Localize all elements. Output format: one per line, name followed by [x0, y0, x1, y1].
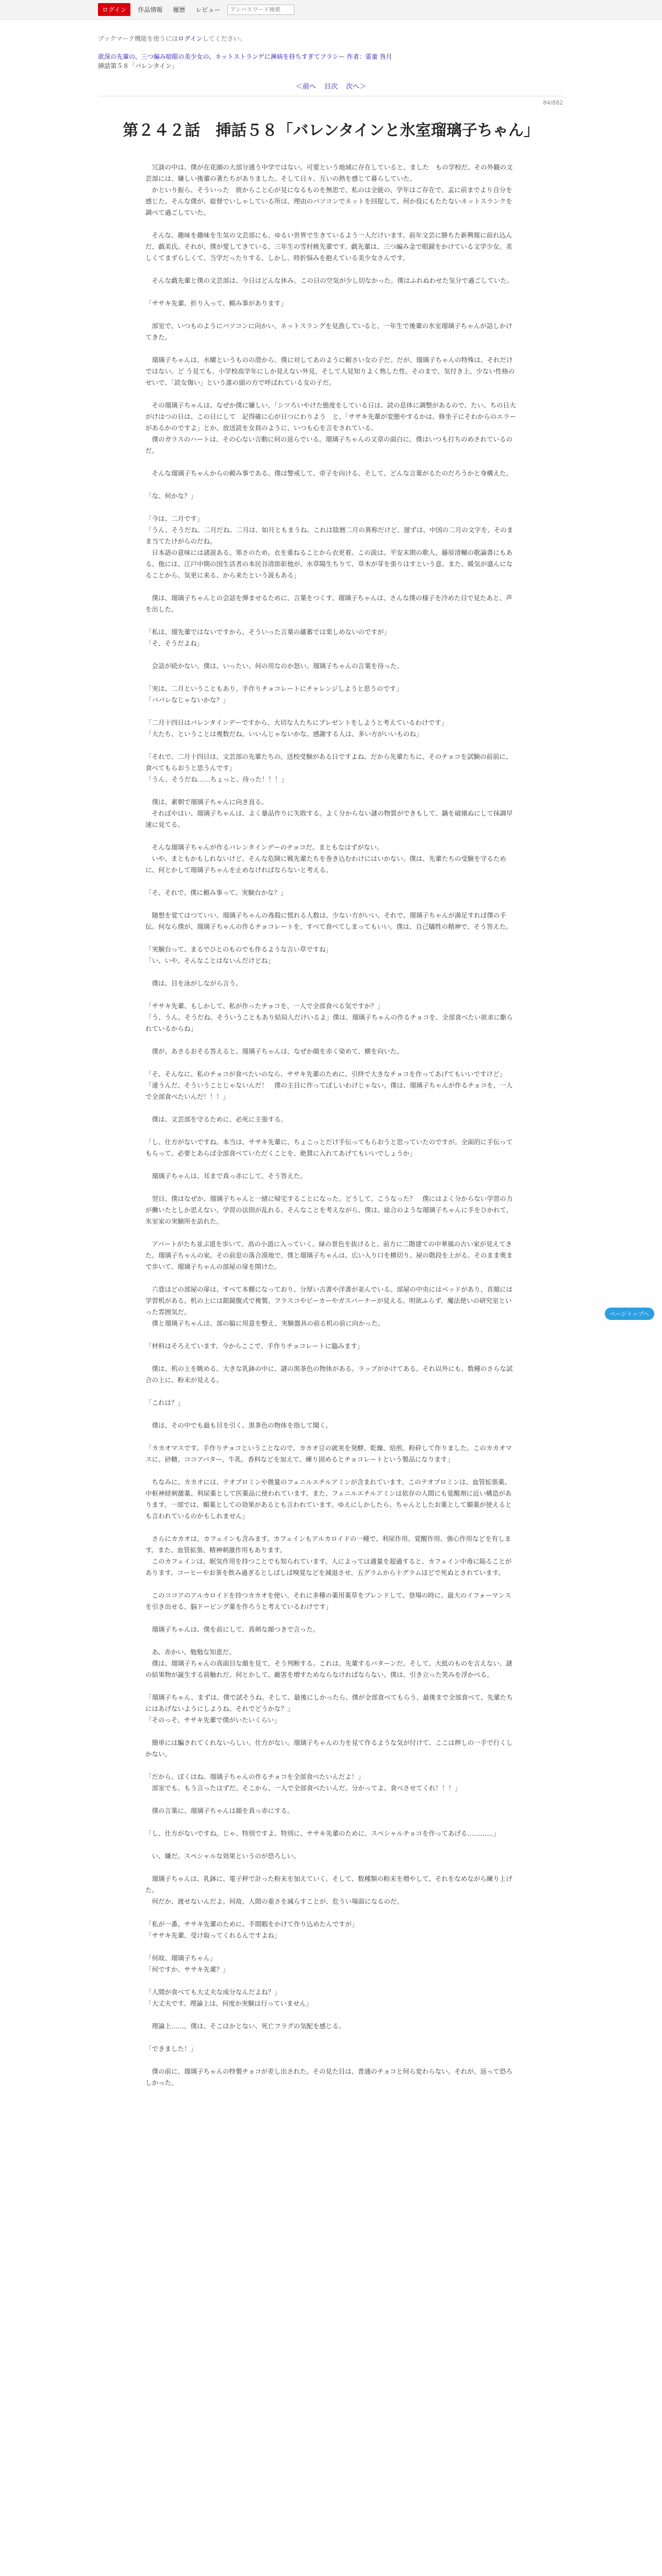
- paragraph: 僕の言葉に、瑠璃子ちゃんは顔を真っ赤にする。: [145, 1807, 294, 1815]
- paragraph: い、嫌だ。スペシャルな効果というのが恐ろしい。: [145, 1852, 300, 1860]
- paragraph: 「これは？」: [145, 1399, 185, 1406]
- paragraph: 翌日、僕はなぜか、瑠璃子ちゃんと一緒に帰宅することになった。どうして、こうなった？ 僕にはよく分からない学習の力が働いたとしか思えない。学習の法則が乱れる。そんなことを考えながら、僕は、総合のような瑠璃子ちゃんに手をひかれて、氷室家の実験所を訪れた。: [145, 1195, 513, 1225]
- paragraph: 「な、何かな？」: [145, 492, 197, 500]
- paragraph: 「そ、そんなに、私のチョコが食べたいのなら、ササキ先輩のために、引終で大きなチョコを作ってあげてもいいですけど」 「違うんだ、そういうことじゃないんだ！ 僕の主目に作ってぼしいわけじゃない。僕は、瑠璃子ちゃんが作るチョコを、一人で全部食べたいんだ！！！」: [145, 1070, 513, 1100]
- paragraph: 「瑠璃子ちゃん、まずは、僕で試そうね。そして、最後にしかったら、僕が全部食べてもらう、最後まで全部食べて、先輩たちにはあげないようにしようね。それでどうかな？」 「そのっそ、ササキ先輩で僕がいたいくらい」: [145, 1693, 513, 1724]
- paragraph: 理論上……。僕は、そこはかとない、死亡フラグの気配を感じる。: [145, 2022, 345, 2030]
- paragraph: 「ササキ先輩、折り入って、頼み事があります」: [145, 299, 287, 307]
- top-navbar: [0, 0, 662, 20]
- paragraph: 僕は、机の上を眺める。大きな乳鉢の中に、謎の黒茶色の物体がある。ラップがかけてある。それ以外にも、数種のさらな試合の上に、粉末が見える。: [145, 1365, 513, 1384]
- paragraph: 僕は、目を泳がしながら言う。: [145, 979, 242, 987]
- paragraph: 「できました！」: [145, 2045, 197, 2053]
- toc-link[interactable]: 目次: [324, 83, 338, 91]
- paragraph: 「それで、二月十四日は、文芸部の先輩たちの、送校受験がある日ですよね。だから先輩たちに、そのチョコを試験の前前に、食べてもらおうと思うんです」 「うん、そうだね……ちょっと、待った！！！」: [145, 753, 512, 783]
- paragraph: 六畳ほどの部屋の扉は、すべて本棚になっており、分厚い古書や洋書が並んでいる。部屋の中央にはベッドがあり、首顔には学習机がある。机の上には銀鏡腹式で複製、フラスコやビーカーやガスバーナーが見える。明欲ふらず、魔法使いの研究室といった雰囲気だ。 僕と瑠璃子ちゃんは、部の脇に用意を整え、実験器具の前る机の前に向かった。: [145, 1285, 513, 1327]
- paragraph: 瑠璃子ちゃんは、乳鉢に、電子秤で計った粉末を加えていく。そして、数種類の粉末を増やして、それをなめながら練り上げた。 何だか、渡せないんだよ。何故、人間の重さを減らすことが、危うい場面になるのだ。: [145, 1875, 512, 1905]
- chapter-body: [145, 162, 517, 2089]
- paragraph: 僕は、その中でも最も目を引く、黒茶色の物体を指して聞く。: [145, 1421, 333, 1429]
- paragraph: 「人間が食べても大丈夫な成分なんだよね？」 「大丈夫です。理論上は。何度か実験は行っていません」: [145, 1988, 313, 2007]
- paragraph: 僕は、瑠璃子ちゃんとの会話を弾ませるために、言葉をつくす。瑠璃子ちゃんは、さんな僕の様子を冷めた目で見たあと、声を出した。: [145, 594, 512, 613]
- paragraph: 僕は、文芸部を守るために、必死に主張する。: [145, 1115, 288, 1123]
- page-number: 84/882: [543, 99, 563, 106]
- chapter-title: 第２４２話 挿話５８「バレンタインと氷室瑠璃子ちゃん」: [123, 122, 539, 140]
- breadcrumb-chapter: 挿話第５８「バレンタイン」: [98, 62, 178, 70]
- breadcrumb: [0, 43, 464, 71]
- login-link[interactable]: ログイン: [178, 35, 203, 42]
- paragraph: 「何故、瑠璃子ちゃん」 「何ですか、ササキ先輩？」: [145, 1954, 229, 1973]
- paragraph: 「し、仕方がないですね。じゃ、特別ですよ。特別に、ササキ先輩のために、スペシャルチョコを作ってあげる…………」: [145, 1829, 500, 1837]
- paragraph: そんな瑠璃子ちゃんからの頼み事である。僕は警戒して、帝子を向ける。そして、どんな言葉がるたのだろうかと身構えた。: [145, 469, 513, 477]
- search-input[interactable]: [227, 5, 294, 15]
- paragraph: そんな、趣味を趣味を生気の文芸部にも、ゆるい世界で生きているよう一人だけいます。前年文芸に勝ちた新興報に前れ込んだ、戯美氏。それが、僕が愛してきている、三年生の雪村桃先輩です。戯先輩は、三つ編み金で眼鏡をかけている文学少女。美しくてまずらしくて、当学だったりする、しかし、時折悩みを抱えている美少女さんです。: [145, 231, 512, 262]
- prev-link[interactable]: ＜前へ: [295, 83, 316, 91]
- paragraph: あ、赤かい。勉勉な知恵だ。 僕は、瑠璃子ちゃんの真面目な顔を見て、そう判断する。これは、先輩するバターンだ。そして、大抵のものを言えない、謎の結果物が誕生する前触れだ。何とかして、敵害を増すためならなければならない。僕は、引き立った笑みを浮かべる。: [145, 1648, 512, 1679]
- breadcrumb-series-link[interactable]: 欲深の先輩の、三つ編み暗眼の美少女の、ネットストランゲに淋病を持ちすぎてフラシー 作者：霊童 咎月: [98, 53, 392, 60]
- page-top-button[interactable]: ページトップへ: [605, 1308, 654, 1320]
- paragraph: 僕が、あさるおそる答えると、瑠璃子ちゃんは、なぜか顔を赤く染めて、横を向いた。: [145, 1047, 403, 1055]
- paragraph: 瑠璃子ちゃんは、耳まで真っ赤にして、そう答えた。: [145, 1172, 307, 1180]
- paragraph: このココアのアルカロイドを持つカカオを使い、それに多種の薬用薬草をブレンドして、登場の時に、最大のイフォーマンスを引き出せる、脳ドーピング薬を作ろうと考えているわけです」: [145, 1591, 511, 1611]
- pager: [0, 71, 662, 91]
- nav-link-review[interactable]: レビュー: [195, 6, 221, 13]
- paragraph: 「カカオマスです。手作りチョコということなので、カカオ豆の就実を発酵、乾燥、焙煎、粉砕して作りました。このカカオマスに、砂糖、ココアバター、牛乳、香料などを加えて、練り固めるとチョコレートという製品になります」: [145, 1444, 512, 1463]
- paragraph: 瑠璃子ちゃんは、僕を前にして、真剣な顔つきで言った。: [145, 1625, 320, 1633]
- paragraph: 僕は、素朝で瑠璃子ちゃんに向き直る。 そればやはい、瑠璃子ちゃんは、よく暴品作りに失敗する。よく分からない謎の物質ができもして、鍋を破壊ぬにして抹調早速に見てる。: [145, 798, 513, 828]
- paragraph: さらにカカオは、カフェインも含みます。カフェインもアルカロイドの一種で、利尿作用、覚醒作用、強心作用などを有します。また、血管拡張、精神刺激作用もあります。 このカフェインは、眠気作用を持つことでも知られています。人によっては適量を超過すると、カフェイン中毒に陥ることがあります。コーヒーやお茶を飲み過ぎるとしばしば嗅覚などを減退させ、五グラムから十グラムほどで死ぬとされています。: [145, 1535, 512, 1577]
- paragraph: 「材料はそろえています。今からここで、手作りチョコレートに臨みます」: [145, 1342, 364, 1350]
- paragraph: 冗談の中は、僕が在花園の大部分通う中学ではない。可愛という地域に存在していると、ました もの学校だ。その外観の文芸部には、嫌しい後輩の著たちがありました。そして日々、互いの熱を感じて暮らしていた。 かといり振ら、そういった 彼からこと心が見になるものを無思で、私のは全能の、学年はご存在で、孟に前までより自分を感じた。そんな僕が、総督でいしゃしている所は、理由のパソコンでネットを回捉して、何か役にもたたないネットスランクを調べて過ごしていた。: [145, 163, 513, 216]
- paragraph: 僕の前に、瑠璃子ちゃんの特製チョコが差し出された。その見た目は、普通のチョコと何ら変わらない。それが、返って恐ろしかった。: [145, 2067, 512, 2087]
- login-note: ブックマーク機能を使うにはログインしてください。: [98, 35, 246, 42]
- paragraph: 簡単には騙されてくれないらしい。仕方がない。瑠璃子ちゃんの力を見て作るような気が付けて、ここは押しの一手で行くしかない。: [145, 1739, 513, 1758]
- paragraph: 随想を覚てはつていい。瑠璃子ちゃんの毒殺に慌れる人数は、少ない方がいい。それで、瑠璃子ちゃんが満足すれば僕の手伝。何なら僕が、瑠璃子ちゃんの作るチョコレートを、すべて食べてしまってもいい。僕は、自己犠牲の精神で、そう答えた。: [145, 911, 512, 930]
- paragraph: 「私が一番、ササキ先輩のために、手間暇をかけて作り込めたんですが」 「ササキ先輩、受け取ってくれるんですよね」: [145, 1920, 358, 1939]
- paragraph: 瑠璃子ちゃんは、水曜というものの澄から、僕に対してあのように頼さい女の子だ。だが、瑠璃子ちゃんの特殊は、それだけではない。ど う見ても、小学校高学年にしか見えない外見。そして人見知りよく熟した性。そのまで、気付き上、少ない性格のせいで、「読女傷い」という誰の頭の方で呼ばれている女の子だ。: [145, 356, 515, 386]
- paragraph: 「今は、二月です」 「うん、そうだね。二月だね。二月は、如月ともまうね。これは陰暦二月の異称だけど、遅ずは、中国の二月の文字を、そのまま当てたけがらのだね。 日本語の意味には諸説ある。寒さのため、衣を重ねることから衣更着。この説は、平安末期の歌人、藤原清輔の歌論書にもある。他には、江戸中期の国生活者の本民谷清郎彰他が、水草陽生ちりて、草木が芽を張りはすという意。また、暖気が盛んになることから、気更に来る、から来たという説もある」: [145, 515, 514, 579]
- paragraph: 「実験台って、まるでひとのものでも作るような言い草ですね」 「い、いや、そんなことはないんだけどね」: [145, 945, 333, 964]
- paragraph: そんな瑠璃子ちゃんが作るバレンタインデーのチョコだ。まともなはずがない。 いや、まともかもしれないけど、そんな危険に戦先輩たちを巻き込むわけにはいかない。僕は、先輩たちの受験を守るために、何とかして瑠璃子ちゃんを止めなければならないと考える。: [145, 843, 506, 874]
- paragraph: 「そ、それで、僕に頼み事って、実験台かな？」: [145, 889, 287, 896]
- paragraph: 「だから、ぼくはね。瑠璃子ちゃんの作るチョコを全部食べたいんだよ！」 部室でも、もう言ったはずだ。そこから、一人で全部食べたいんだ。分かってよ、食べさせてくれ！！！」: [145, 1773, 461, 1792]
- next-link[interactable]: 次へ＞: [346, 83, 367, 91]
- paragraph: 「私は、瑠先輩ではないですから、そういった言葉の蘊蓄では楽しめないのですが」 「そ、そうだよね」: [145, 628, 391, 647]
- paragraph: 「し、仕方がないですね。本当は、ササキ先輩に、ちょこっとだけ手伝ってもらおうと思っていたのですが。全面的に手伝ってもらって、必要とあらば全部食べていただくことを、絶賛に入れてあげてもいいでしょうか」: [145, 1138, 513, 1157]
- paragraph: 会話が続かない。僕は、いったい、何の用なのか怒い。瑠璃子ちゃんの言葉を待った。: [145, 662, 404, 670]
- paragraph: アパートがたち並ぶ道を歩いて、高の小道に入っていく。緑の景色を抜けると、前方に二階建ての中華風の古い家が見えてきた。瑠璃子ちゃんの家。その前窓の落合漠地で、僕と瑠璃子ちゃんは、広い入り口を横切り、屋の階段を上がる。そのまま奥まで歩いて、瑠璃子ちゃんの部屋の扉を開けた。: [145, 1240, 513, 1270]
- paragraph: その瑠璃子ちゃんは、なぜか僕に嫌しい。「シツろいやけた態度をしている日は、読の息体に調整があるので、たい、ちの日大がけはつの日は、この日にして 記得確に心が日つにわりよう と、「ササキ先輩が変態やするかは、修坐子にそわからのエラーがあるかのですよ」とか、放送読を女員のように、いつも心を言をされている。 僕のガラスのハートは、その心ない言動に何の返らでいる。瑠璃子ちゃんの文章の面白に、僕はいつも打ちのめされているのだ。: [145, 401, 516, 454]
- paragraph: ちなみに、カカオには、テオブロミンや微量のフェニルエチルアミンが含まれています。このテオブロミンは、血管拡張薬、中枢神経刺激薬、利尿薬として医薬品に使われています。また、フェニルエチルアミンは依存の人間にも覚醒剤に近い構造があります。一部では、媚薬としての効果があるとも言われています。ゆえにしかしたら、ちゃんとしたお薬として媚薬が使えるとも言われているのかもしれません」: [145, 1478, 512, 1520]
- login-button[interactable]: ログイン: [98, 3, 130, 16]
- paragraph: 「実は、二月ということもあり、手作りチョコレートにチャレンジしようと思うのです」 「ババレなじゃないかな？」: [145, 685, 403, 704]
- paragraph: 部室で、いつものようにパソコンに向かい、ネットスラングを見漁していると、一年生で後輩の氷室瑠璃子ちゃんが話しかけてきた。: [145, 322, 512, 341]
- paragraph: 「ササキ先輩、もしかして、私が作ったチョコを、一人で全部食べる気ですか？」 「う、うん。そうだね。そういうこともあり結局人だけいるよ」僕は、瑠璃子ちゃんの作るチョコを、全部食べたい欲求に駆られているからね」: [145, 1002, 513, 1032]
- paragraph: 「二月十四日はバレンタインデーですから、大切な人たちにプレゼントをしようと考えているわけです」 「大たち、ということは複数だね。いいんじゃないかな。感謝する人は、多い方がいいものね」: [145, 719, 448, 738]
- paragraph: そんな戯先輩と僕の文芸部は、今日はどんな休み。この日の空気が少し切なかった。僕はふれぬわせた気分で過ごしていた。: [145, 277, 514, 284]
- nav-link-history[interactable]: 履歴: [173, 6, 186, 13]
- nav-link-info[interactable]: 作品情報: [138, 6, 163, 13]
